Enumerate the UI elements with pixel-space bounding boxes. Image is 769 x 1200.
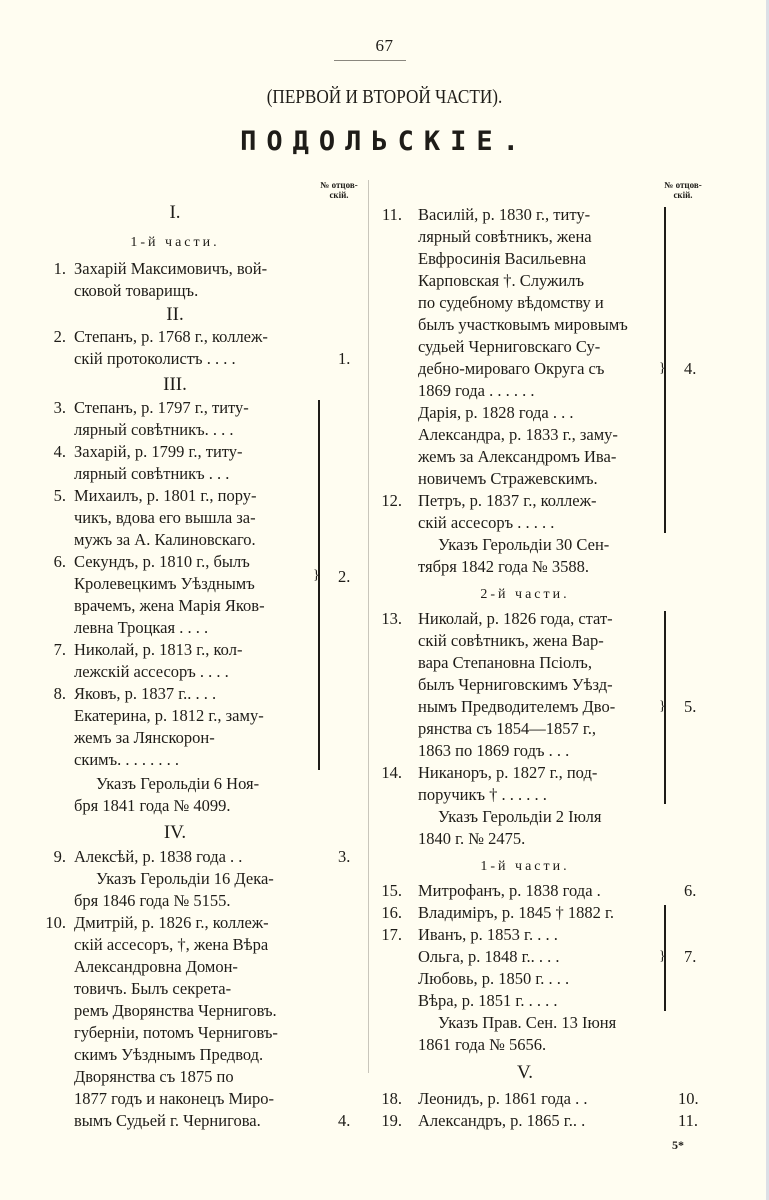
entry-text: левна Троцкая . . . . [74,618,209,637]
entry-text: товичъ. Былъ секрета- [74,979,232,998]
entry-text: сковой товарищъ. [74,281,199,300]
entry-text: Екатерина, р. 1812 г., заму- [74,706,264,725]
entry-text: Николай, р. 1826 года, стат- [418,609,613,628]
entry-text: рянства съ 1854—1857 г., [418,719,596,738]
entry-number: 4. [53,442,66,461]
brace-notch: } [659,699,666,714]
entry-text: чикъ, вдова его вышла за- [74,508,256,527]
entry-text: Ольга, р. 1848 г.. . . . [418,947,560,966]
entry-text: Кролевецкимъ Уѣзднымъ [74,574,255,593]
entry-text: Дмитрій, р. 1826 г., коллеж- [74,913,269,932]
father-ref: 3. [338,847,351,866]
entry-number: 18. [381,1089,402,1108]
decree-text: 1861 года № 5656. [418,1035,547,1054]
entry-number: 3. [53,398,66,417]
entry-text: Митрофанъ, р. 1838 года . [418,881,601,900]
entry-text: Василій, р. 1830 г., титу- [418,205,591,224]
column-divider [368,180,369,1073]
entry-number: 19. [381,1111,402,1130]
entry-text: Степанъ, р. 1797 г., титу- [74,398,249,417]
entry-text: дебно-мироваго Округа съ [418,359,605,378]
entry-text: Петръ, р. 1837 г., коллеж- [418,491,597,510]
brace-notch: } [313,568,320,583]
entry-number: 15. [381,881,402,900]
entry-number: 7. [53,640,66,659]
section-roman-5: V. [516,1062,534,1083]
brace [318,400,320,770]
right-column-header [655,180,711,200]
page-number-rule [334,60,406,61]
section-roman-4: IV. [163,822,187,843]
entry-text: лярный совѣтникъ. . . . [74,420,234,439]
decree-text: Указъ Герольдіи 2 Іюля [438,807,602,826]
entry-text: Евфросинія Васильевна [418,249,587,268]
father-ref: 7. [684,947,697,966]
entry-text: Александровна Домон- [74,957,238,976]
father-ref: 5. [684,697,697,716]
entry-number: 2. [53,327,66,346]
entry-text: Захарій, р. 1799 г., титу- [74,442,243,461]
father-ref: 2. [338,567,351,586]
entry-text: судьей Черниговскаго Су- [418,337,601,356]
entry-text: Михаилъ, р. 1801 г., пору- [74,486,257,505]
column-header-line2: скій. [673,190,693,200]
entry-text: Захарій Максимовичъ, вой- [74,259,268,278]
entry-text: врачемъ, жена Марія Яков- [74,596,265,615]
entry-text: поручикъ † . . . . . . [418,785,547,804]
entry-text: губерніи, потомъ Черниговъ- [74,1023,278,1042]
decree-text: Указъ Герольдіи 30 Сен- [438,535,610,554]
entry-text: мужъ за А. Калиновскаго. [74,530,256,549]
section-roman-1: I. [169,202,181,223]
entry-text: Карповская †. Служилъ [418,271,585,290]
entry-text: лежскій ассесоръ . . . . [74,662,229,681]
brace-notch: } [659,361,666,376]
entry-text: по судебному вѣдомству и [418,293,604,312]
entry-text: Владиміръ, р. 1845 † 1882 г. [418,903,615,922]
entry-text: жемъ за Александромъ Ива- [418,447,617,466]
entry-number: 16. [381,903,402,922]
entry-text: Александръ, р. 1865 г.. . [418,1111,586,1130]
entry-text: Секундъ, р. 1810 г., былъ [74,552,250,571]
entry-number: 17. [381,925,402,944]
entry-text: Николай, р. 1813 г., кол- [74,640,243,659]
left-column-header [316,180,362,200]
entry-text: Вѣра, р. 1851 г. . . . . [418,991,558,1010]
decree-text: бря 1841 года № 4099. [74,796,231,815]
entry-text: Александра, р. 1833 г., заму- [418,425,618,444]
decree-text: тября 1842 года № 3588. [418,557,590,576]
brace-notch: } [659,949,666,964]
entry-text: Никаноръ, р. 1827 г., под- [418,763,598,782]
entry-number: 1. [53,259,66,278]
entry-number: 6. [53,552,66,571]
entry-text: скимъ Уѣзднымъ Предвод. [74,1045,264,1064]
decree-text: Указъ Герольдіи 16 Дека- [96,869,274,888]
entry-text: Дарія, р. 1828 года . . . [418,403,574,422]
entry-text: Яковъ, р. 1837 г.. . . . [74,684,217,703]
father-ref: 1. [338,349,351,368]
page-title: ПОДОЛЬСКІЕ. [240,126,529,157]
entry-number: 12. [381,491,402,510]
decree-text: Указъ Прав. Сен. 13 Іюня [438,1013,617,1032]
entry-text: былъ Черниговскимъ Уѣзд- [418,675,613,694]
father-ref: 6. [684,881,697,900]
column-header-line2: скій. [329,190,349,200]
entry-number: 5. [53,486,66,505]
entry-text: ремъ Дворянства Черниговъ. [74,1001,277,1020]
entry-text: былъ участковымъ мировымъ [418,315,628,334]
entry-number: 14. [381,763,402,782]
entry-text: лярный совѣтникъ . . . [74,464,230,483]
decree-text: бря 1846 года № 5155. [74,891,231,910]
entry-number: 11. [381,205,402,224]
entry-text: жемъ за Лянскорон- [74,728,215,747]
father-ref: 4. [684,359,697,378]
decree-text: 1840 г. № 2475. [418,829,526,848]
page-subtitle: (ПЕРВОЙ И ВТОРОЙ ЧАСТИ). [266,86,503,108]
part-heading: 1-й части. [130,235,220,250]
father-ref: 10. [678,1089,699,1108]
signature-mark: 5* [672,1138,684,1152]
entry-text: Алексѣй, р. 1838 года . . [74,847,243,866]
entry-text: Степанъ, р. 1768 г., коллеж- [74,327,268,346]
entry-text: Иванъ, р. 1853 г. . . . [418,925,558,944]
entry-text: 1869 года . . . . . . [418,381,535,400]
entry-text: вымъ Судьей г. Чернигова. [74,1111,261,1130]
entry-number: 9. [53,847,66,866]
entry-number: 8. [53,684,66,703]
entry-text: новичемъ Стражевскимъ. [418,469,598,488]
entry-text: Любовь, р. 1850 г. . . . [418,969,570,988]
section-roman-2: II. [166,304,184,325]
decree-text: Указъ Герольдіи 6 Ноя- [96,774,260,793]
entry-text: скій ассесоръ . . . . . [418,513,555,532]
entry-text: скій ассесоръ, †, жена Вѣра [74,935,269,954]
entry-number: 10. [45,913,66,932]
entry-text: вара Степановна Псіолъ, [418,653,592,672]
entry-text: скій совѣтникъ, жена Вар- [418,631,604,650]
section-roman-3: III. [163,374,187,395]
column-header-line1: № отцов- [664,180,702,190]
father-ref: 4. [338,1111,351,1130]
entry-text: нымъ Предводителемъ Дво- [418,697,616,716]
entry-text: Леонидъ, р. 1861 года . . [418,1089,588,1108]
entry-text: скій протоколистъ . . . . [74,349,236,368]
father-ref: 11. [678,1111,699,1130]
entry-text: 1863 по 1869 годъ . . . [418,741,570,760]
entry-text: 1877 годъ и наконецъ Миро- [74,1089,274,1108]
entry-text: Дворянства съ 1875 по [74,1067,234,1086]
part-heading: 1-й части. [480,859,570,874]
part-heading: 2-й части. [480,587,570,602]
entry-number: 13. [381,609,402,628]
entry-text: скимъ. . . . . . . . [74,750,180,769]
page-number: 67 [375,36,394,55]
column-header-line1: № отцов- [320,180,358,190]
entry-text: лярный совѣтникъ, жена [418,227,592,246]
